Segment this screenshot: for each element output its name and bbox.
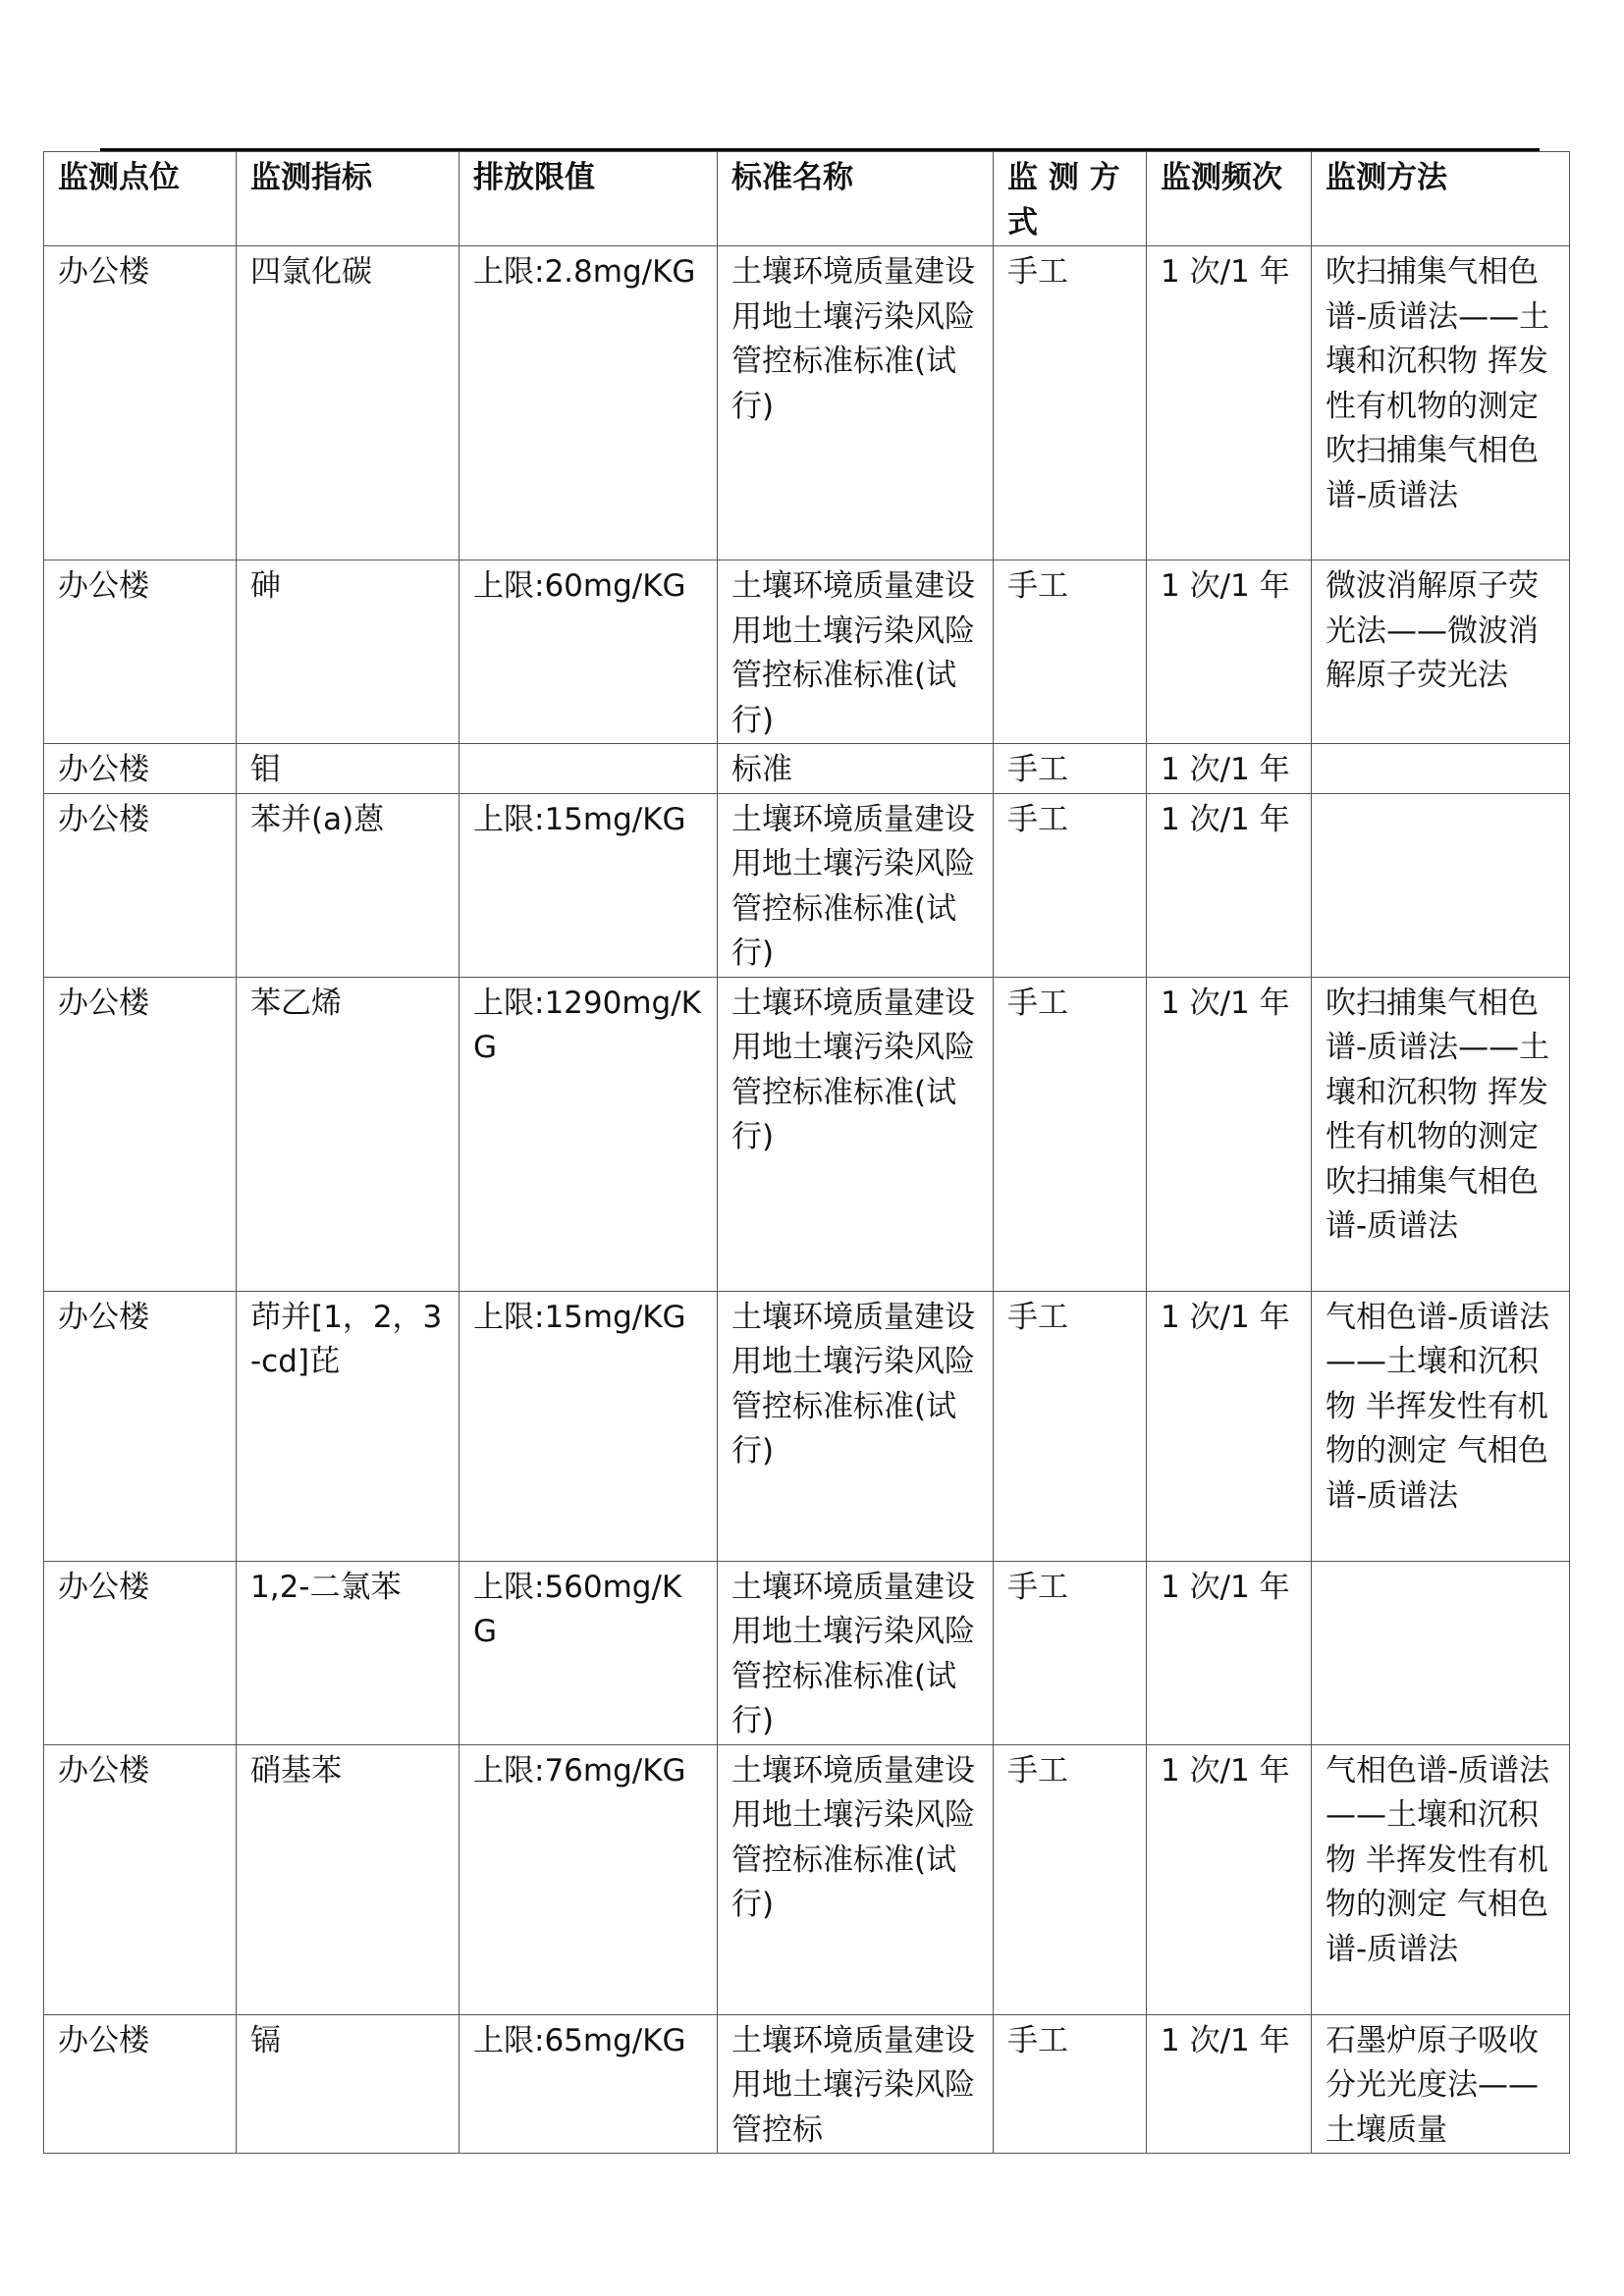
site-cell: 办公楼 [44,1291,237,1561]
frequency-cell: 1 次/1 年 [1147,744,1312,794]
mode-cell: 手工 [994,1744,1147,2014]
frequency-cell: 1 次/1 年 [1147,1291,1312,1561]
limit-cell: 上限:2.8mg/KG [460,246,718,561]
site-cell: 办公楼 [44,1744,237,2014]
method-cell [1312,744,1570,794]
standard-cell: 土壤环境质量建设用地土壤污染风险管控标 [718,2014,994,2154]
indicator-cell: 砷 [237,561,460,744]
site-cell: 办公楼 [44,561,237,744]
standard-cell: 标准 [718,744,994,794]
site-cell: 办公楼 [44,1561,237,1744]
mode-cell: 手工 [994,2014,1147,2154]
header-cell-standard: 标准名称 [718,152,994,246]
method-cell: 微波消解原子荧光法——微波消解原子荧光法 [1312,561,1570,744]
method-cell: 石墨炉原子吸收分光光度法——土壤质量 [1312,2014,1570,2154]
header-cell-mode: 监 测 方 式 [994,152,1147,246]
standard-cell: 土壤环境质量建设用地土壤污染风险管控标准标准(试行) [718,1561,994,1744]
header-cell-indicator: 监测指标 [237,152,460,246]
frequency-cell: 1 次/1 年 [1147,246,1312,561]
method-cell: 吹扫捕集气相色谱-质谱法——土壤和沉积物 挥发性有机物的测定 吹扫捕集气相色谱-质谱法 [1312,977,1570,1291]
frequency-cell: 1 次/1 年 [1147,2014,1312,2154]
table-row [44,977,1570,1291]
table-row [44,561,1570,744]
frequency-cell: 1 次/1 年 [1147,1561,1312,1744]
site-cell: 办公楼 [44,246,237,561]
site-cell: 办公楼 [44,744,237,794]
limit-cell: 上限:15mg/KG [460,793,718,977]
table-row [44,246,1570,561]
frequency-cell: 1 次/1 年 [1147,561,1312,744]
limit-cell [460,744,718,794]
table-row [44,1744,1570,2014]
table-row [44,793,1570,977]
header-cell-method: 监测方法 [1312,152,1570,246]
method-cell [1312,1561,1570,1744]
mode-cell: 手工 [994,1561,1147,1744]
indicator-cell: 苯并(a)蒽 [237,793,460,977]
mode-cell: 手工 [994,744,1147,794]
table-row [44,2014,1570,2154]
limit-cell: 上限:1290mg/KG [460,977,718,1291]
indicator-cell: 镉 [237,2014,460,2154]
header-cell-frequency: 监测频次 [1147,152,1312,246]
mode-cell: 手工 [994,246,1147,561]
mode-cell: 手工 [994,1291,1147,1561]
indicator-cell: 四氯化碳 [237,246,460,561]
limit-cell: 上限:15mg/KG [460,1291,718,1561]
method-cell: 气相色谱-质谱法——土壤和沉积物 半挥发性有机物的测定 气相色谱-质谱法 [1312,1744,1570,2014]
frequency-cell: 1 次/1 年 [1147,1744,1312,2014]
monitoring-table [43,151,1570,2154]
indicator-cell: 1,2-二氯苯 [237,1561,460,1744]
method-cell: 吹扫捕集气相色谱-质谱法——土壤和沉积物 挥发性有机物的测定 吹扫捕集气相色谱-质谱法 [1312,246,1570,561]
mode-cell: 手工 [994,561,1147,744]
mode-cell: 手工 [994,977,1147,1291]
limit-cell: 上限:65mg/KG [460,2014,718,2154]
site-cell: 办公楼 [44,793,237,977]
indicator-cell: 苯乙烯 [237,977,460,1291]
indicator-cell: 茚并[1，2，3-cd]芘 [237,1291,460,1561]
header-cell-limit: 排放限值 [460,152,718,246]
mode-cell: 手工 [994,793,1147,977]
table-row [44,1291,1570,1561]
method-cell: 气相色谱-质谱法——土壤和沉积物 半挥发性有机物的测定 气相色谱-质谱法 [1312,1291,1570,1561]
method-cell [1312,793,1570,977]
standard-cell: 土壤环境质量建设用地土壤污染风险管控标准标准(试行) [718,561,994,744]
standard-cell: 土壤环境质量建设用地土壤污染风险管控标准标准(试行) [718,246,994,561]
table-row [44,1561,1570,1744]
header-row [44,152,1570,246]
standard-cell: 土壤环境质量建设用地土壤污染风险管控标准标准(试行) [718,1291,994,1561]
limit-cell: 上限:560mg/KG [460,1561,718,1744]
frequency-cell: 1 次/1 年 [1147,977,1312,1291]
indicator-cell: 硝基苯 [237,1744,460,2014]
table-row [44,744,1570,794]
site-cell: 办公楼 [44,2014,237,2154]
standard-cell: 土壤环境质量建设用地土壤污染风险管控标准标准(试行) [718,977,994,1291]
standard-cell: 土壤环境质量建设用地土壤污染风险管控标准标准(试行) [718,793,994,977]
frequency-cell: 1 次/1 年 [1147,793,1312,977]
indicator-cell: 钼 [237,744,460,794]
header-cell-site: 监测点位 [44,152,237,246]
site-cell: 办公楼 [44,977,237,1291]
standard-cell: 土壤环境质量建设用地土壤污染风险管控标准标准(试行) [718,1744,994,2014]
limit-cell: 上限:60mg/KG [460,561,718,744]
limit-cell: 上限:76mg/KG [460,1744,718,2014]
